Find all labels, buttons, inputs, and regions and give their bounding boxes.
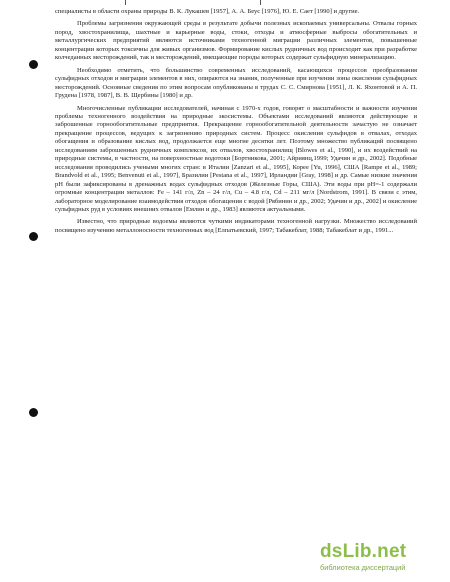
paragraph: Необходимо отметить, что большинство современных исследований, касающихся процессов преобразования сульфидных отходов и миграции элементов в них, опираются на знания, полученные при изучении зоны окисления сульфидных месторождений. Основные сведения по этим вопросам опубликованы в трудах С. С. Смирнова [1951], Л. К. Яхонтовой и А. П. Груденa [1978, 1987], В. В. Щербины [1980] и др. <box>55 66 417 100</box>
page-edge-mark <box>125 0 126 5</box>
punch-hole-icon <box>29 232 38 241</box>
watermark-subtitle: библиотека диссертаций <box>320 563 406 572</box>
watermark-logo: dsLib.net <box>320 541 407 562</box>
punch-hole-icon <box>29 60 38 69</box>
paragraph: Многочисленные публикации исследователей, начиная с 1970-х годов, говорят о масштабности и важности изучения проблемы техногенного воздействия на природные экосистемы. Объектами исследований являются действующие и заброшенные горнообогатительные предприятия. Прекращение горнообогатительной деятельности зачастую не означает прекращение процессов, ведущих к загрязнению природных систем. Процесс окисления сульфидов в отвалах, отходах обогащения и образование кислых вод, продолжается еще многие десятки лет. Поэтому множество публикаций посвящено исследованиям заброшенных рудничных комплексов, их отвалов, хвостохранилищ [Blowes et al., 1990], и их воздействий на природные системы, в частности, на поверхностные водотоки [Бортникова, 2001; Айриянц,1999; Удачин и др., 2002]. Подобные исследования проводились учеными многих стран: в Италии [Zanzari et al., 1995], Корее [Yu, 1996], США [Rampe et al., 1989; Brandvold et al., 1995; Benvenuti et al., 1997], Бразилии [Pestana et al., 1997], Ирландии [Gray, 1998] и др. Самые низкие значения рН были зафиксированы в дренажных водах сульфидных отходов (Железные Горы, США). Эти воды при рН=-1 содержали огромные концентрации металлов: Fe – 141 г/л, Zn – 24 г/л, Cu – 4.8 г/л, Cd – 211 мг/л [Nordstrom, 1991]. В связи с этим, лабораторное моделирование взаимодействия отходов обогащения с водой [Рябинин и др., 2002; Удачин и др., 2002] и окисление сульфидных руд в условиях внешних отвалов [Емлин и др., 1983] являются актуальными. <box>55 104 417 213</box>
paragraph: специалисты в области охраны природы В. К. Лукашев [1957], А. А. Беус [1976], Ю. Е. Сает [1990] и другие. <box>55 8 360 15</box>
paragraph: Проблемы загрязнения окружающей среды в результате добычи полезных ископаемых универсальны. Отвалы горных пород, хвостохранилища, шахтные и карьерные воды, стоки, отходы и атмосферные выбросы обогатительных и металлургических предприятий являются источниками техногенной миграции различных элементов, повышенные концентрации которых токсичны для живых организмов. Формирование кислых рудничных вод происходит как при разработке колчеданных месторождений, так и месторождений, вмещающие породы которых содержат сульфидную минерализацию. <box>55 20 417 62</box>
punch-hole-icon <box>29 408 38 417</box>
paragraph: Известно, что природные водоемы являются чуткими индикаторами техногенной нагрузки. Множество исследований посвящено изучению металлоносности техногенных вод [Елпатьевский, 1997; Табакеблат, 1988; Табакеблат и др., 1991... <box>55 218 417 234</box>
page-edge-mark <box>260 0 261 5</box>
body-text <box>55 8 417 239</box>
watermark <box>318 543 436 573</box>
